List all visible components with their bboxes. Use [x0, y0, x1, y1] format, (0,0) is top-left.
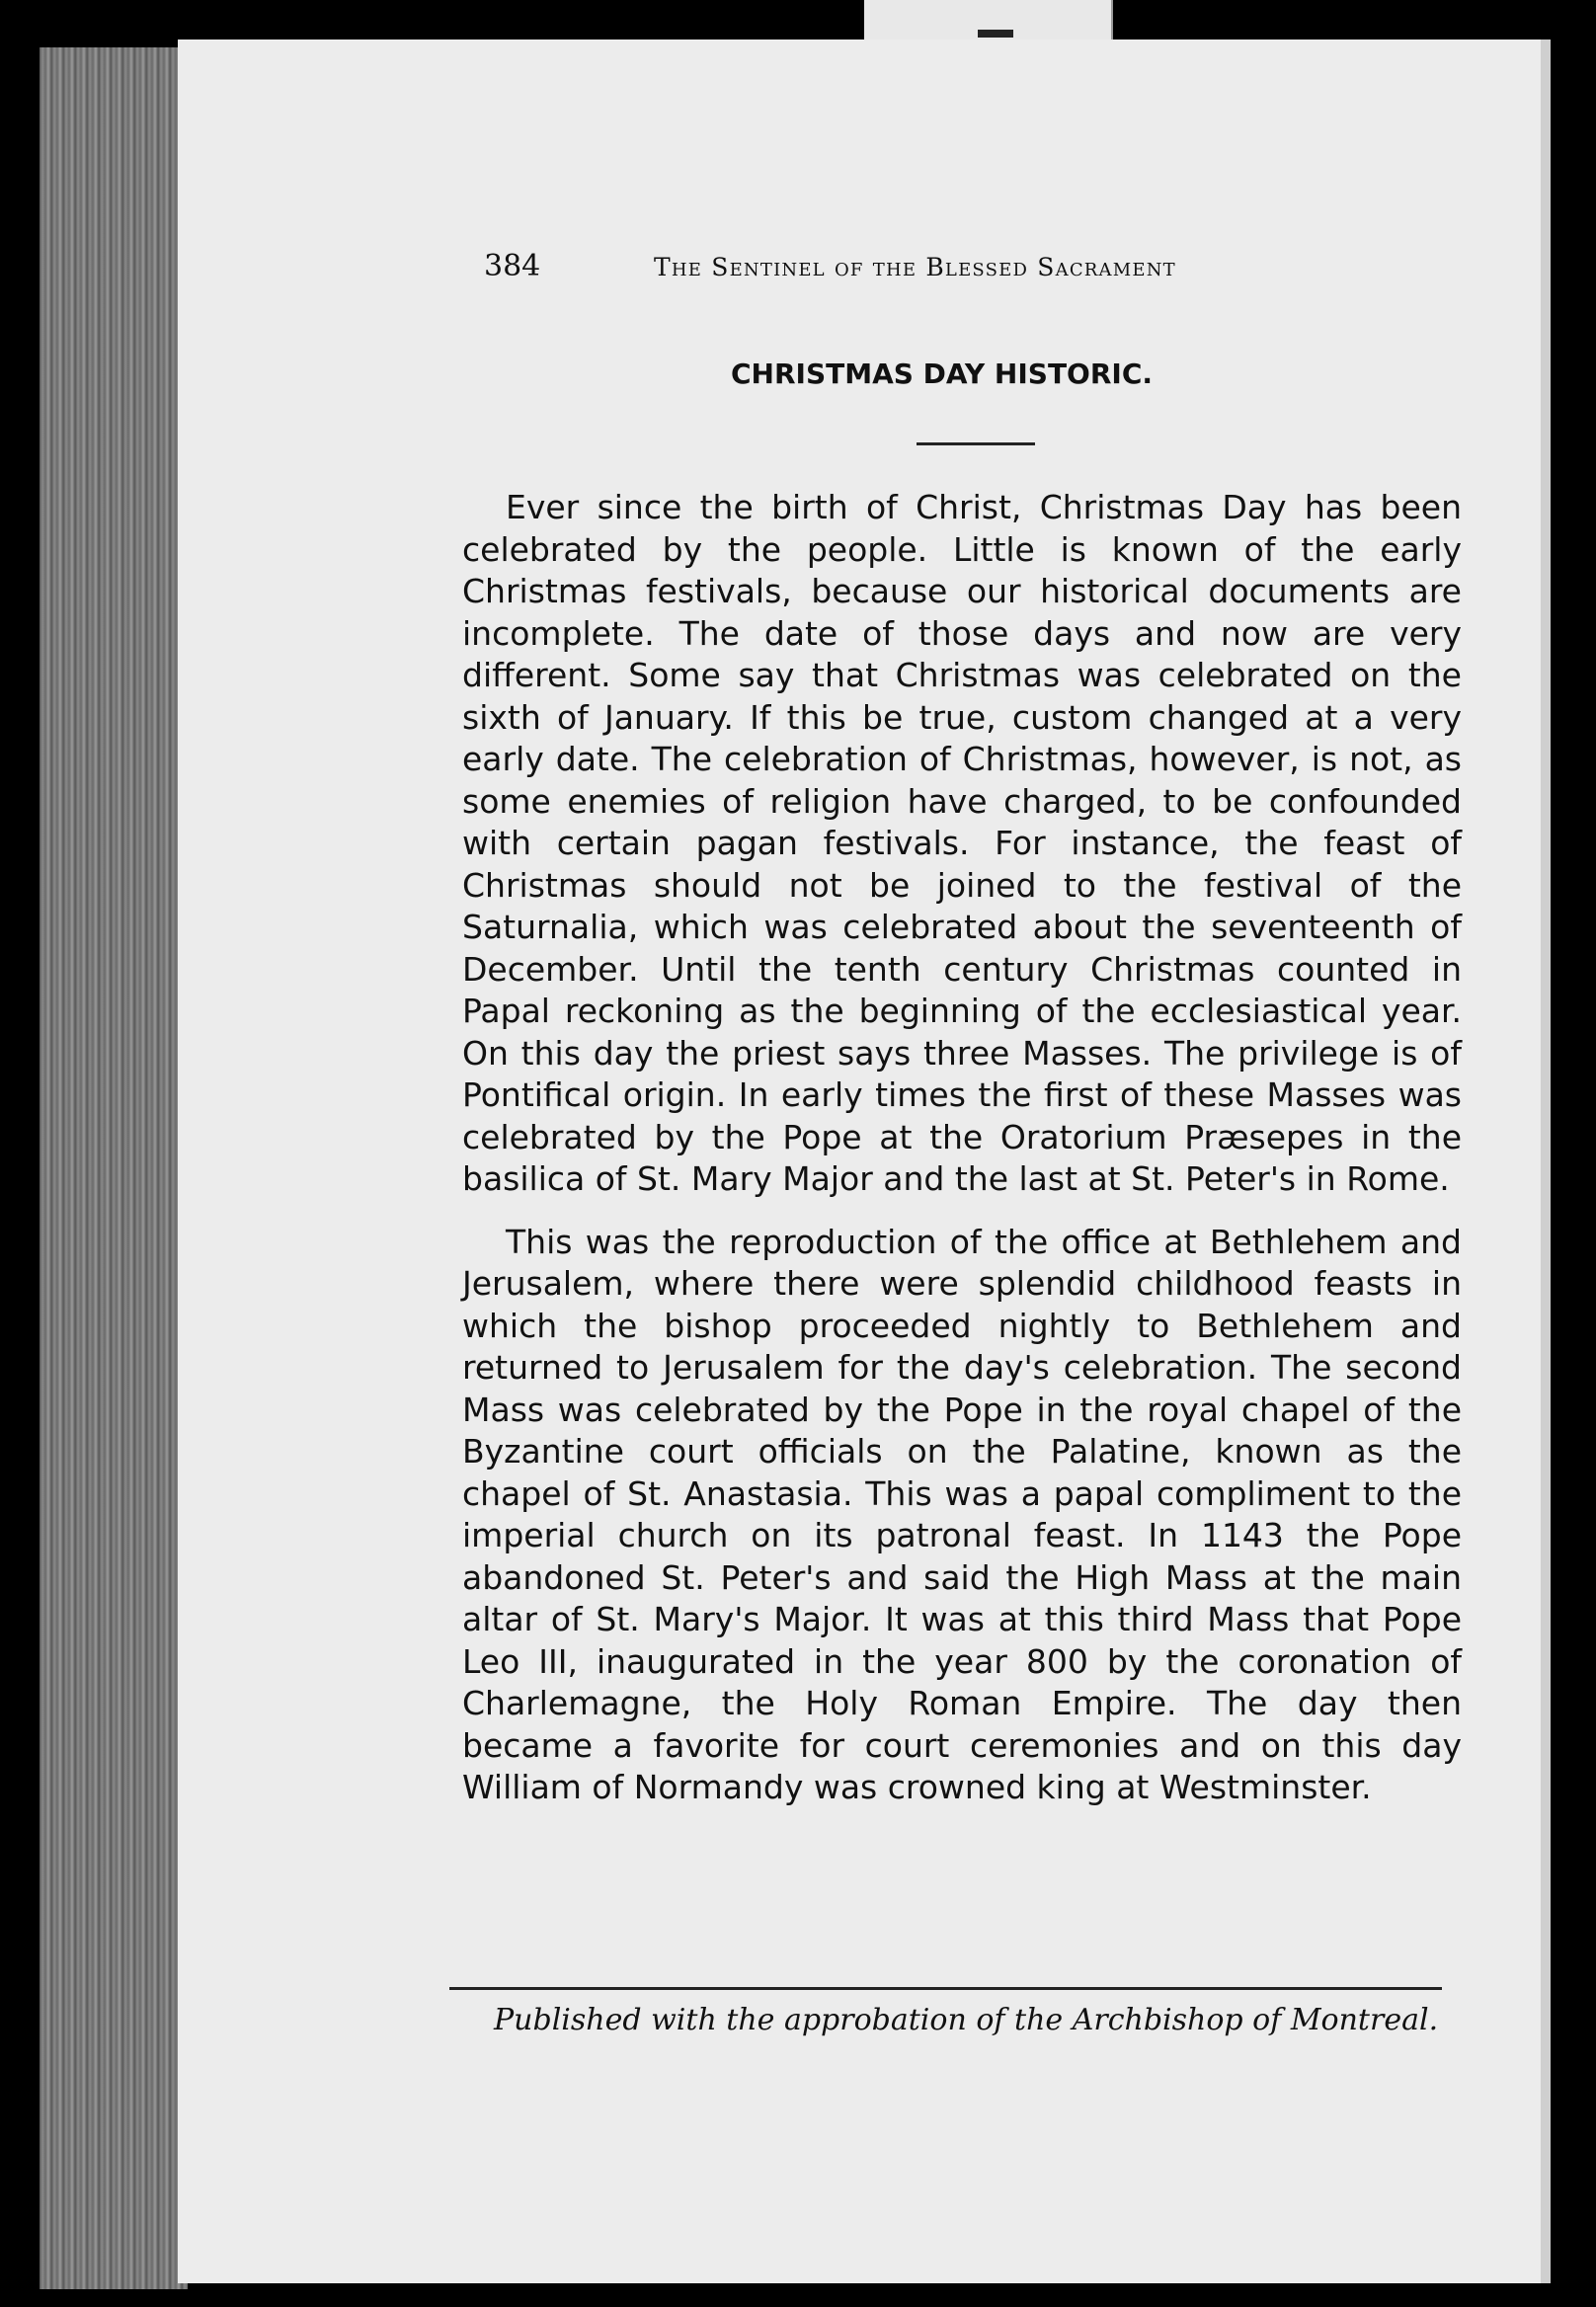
footer-note: Published with the approbation of the Archbishop of Montreal. — [494, 2003, 1439, 2037]
paragraph: Ever since the birth of Christ, Christmas Day has been celebrated by the people. Little is known of the early Christmas festivals, because our historical documents are incomplete. The date of those days and now are very different. Some say that Christmas was celebrated on the sixth of January. If this be true, custom changed at a very early date. The celebration of Christmas, however, is not, as some enemies of religion have charged, to be confounded with certain pagan festivals. For instance, the feast of Christmas should not be joined to the festival of the Saturnalia, which was celebrated about the seventeenth of December. Until the tenth century Christmas counted in Papal reckoning as the beginning of the ecclesiastical year. On this day the priest says three Masses. The privilege is of Pontifical origin. In early times the first of these Masses was celebrated by the Pope at the Oratorium Præsepes in the basilica of St. Mary Major and the last at St. Peter's in Rome. — [462, 488, 1462, 1198]
slip-mark — [978, 30, 1013, 38]
footer-rule — [449, 1987, 1442, 1990]
paragraph: This was the reproduction of the office at Bethlehem and Jerusalem, where there were splendid childhood feasts in which the bishop proceeded nightly to Bethlehem and returned to Jerusalem for the day's celebration. The second Mass was celebrated by the Pope in the royal chapel of the Byzantine court officials on the Palatine, known as the chapel of St. Anastasia. This was a papal compliment to the imperial church on its patronal feast. In 1143 the Pope abandoned St. Peter's and said the High Mass at the main altar of St. Mary's Major. It was at this third Mass that Pope Leo III, inaugurated in the year 800 by the coronation of Charlemagne, the Holy Roman Empire. The day then became a favorite for court ceremonies and on this day William of Normandy was crowned king at Westminster. — [462, 1222, 1462, 1806]
article-title: CHRISTMAS DAY HISTORIC. — [731, 358, 1154, 390]
running-title: The Sentinel of the Blessed Sacrament — [654, 253, 1176, 281]
article-body — [462, 487, 1462, 1809]
running-head — [484, 249, 1314, 294]
page-number: 384 — [484, 249, 541, 283]
title-rule — [917, 442, 1035, 445]
book-page-edges — [40, 47, 188, 2289]
page-right-edge — [1541, 40, 1551, 2283]
